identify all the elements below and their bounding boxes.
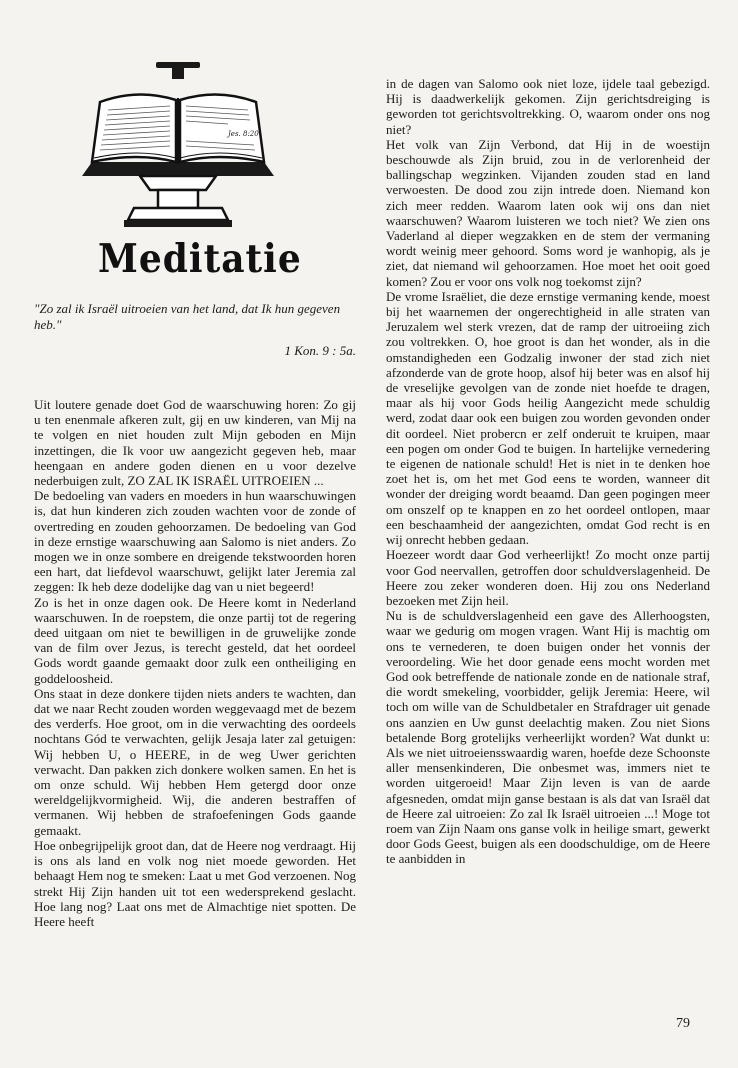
page-number: 79 (676, 1016, 690, 1031)
right-column (386, 76, 710, 867)
paragraph: De bedoeling van vaders en moeders in hun waarschuwingen is, dat hun kinderen zich zouden wachten voor de zonde of overtreding en zouden gehoorzamen. De bedoeling van God in deze ernstige waarschuwing aan Salomo is niet anders. Zo mogen we in onze sombere en dreigende tekstwoorden horen een hart, dat liefdevol waarschuwt, gelijkt later Jeremia zal zeggen: Ik heb deze dodelijke dag van u niet begeerd! (34, 488, 356, 595)
paragraph: Nu is de schuldverslagenheid een gave des Allerhoogsten, waar we gedurig om mogen vragen. Want Hij is machtig om ons te vernederen, te doen buigen onder het vonnis der veroordeling. Wie het door genade eens mocht worden met God ook betreffende de nationale zonde en de nationale straf, die wordt smekeling, voorbidder, gelijk Jeremia: Heere, wil toch om wille van de Schuldbetaler en Strafdrager uit genade ons aanzien en Uw gunst deelachtig maken. Zou niet Sions betalende Borg grotelijks verheerlijkt worden? Wat dunkt u: Als we niet uitroeiensswaardig waren, hoefde deze Schoonste aller mensenkinderen, Die onbesmet was, immers niet te worden uitgeroeid! Maar Zijn leven is van de aarde afgesneden, omdat mijn ganse bestaan is als dat van Israël dat de Heere zal uitroeien: Zo zal Ik Israël uitroeien ...! Moge tot roem van Zijn Naam ons ganse volk in heilige smart, gewerkt door Gods Geest, buigen als een doodschuldige, om de Heere te aanbidden in (386, 608, 710, 867)
masthead-title: Meditatie (98, 235, 302, 283)
paragraph: in de dagen van Salomo ook niet loze, ijdele taal gebezigd. Hij is daadwerkelijk gekomen. Zijn gerichtsdreiging is geworden tot gerichtsvoltrekking. O, waarom onder ons nog niet? (386, 76, 710, 137)
paragraph: Het volk van Zijn Verbond, dat Hij in de woestijn beschouwde als Zijn bruid, zou in de verlorenheid der ballingschap wegzinken. Vijanden zouden stad en land verwoesten. De dood zou zijn intrede doen. Niemand kon zich meer redden. Waarom laten ook wij ons dan niet waarschuwen? Waarom luisteren we toch niet? We zien ons Vaderland al dieper wegzakken en de stem der vermaning wordt weinig meer gehoord. Soms word je wanhopig, als je ziet, dat niemand wil gehoorzamen. Hoe moet het ooit goed komen? Zou er voor ons volk nog toekomst zijn? (386, 136, 710, 289)
paragraph: Zo is het in onze dagen ook. De Heere komt in Nederland waarschuwen. In de roepstem, die onze partij tot de regering deed uitgaan om niet te bewilligen in de gruwelijke zonde van de film over Jezus, is terecht gesteld, dat het oordeel Gods wordt gaande gemaakt door zulk een ontheiliging en goddeloosheid. (34, 594, 356, 686)
right-body-text (386, 76, 710, 867)
paragraph: Hoe onbegrijpelijk groot dan, dat de Heere nog verdraagt. Hij is ons als land en volk nog niet moede geworden. Het behaagt Hem nog te smeken: Laat u met God verzoenen. Nog strekt Hij Zijn handen uit tot een wedersprekend geslacht. Hoe lang nog? Laat ons met de Almachtige niet spotten. De Heere heeft (34, 837, 356, 929)
open-bible-on-lectern-icon (78, 58, 278, 233)
left-body-text (34, 397, 356, 929)
scripture-reference: 1 Kon. 9 : 5a. (284, 343, 356, 358)
book-inscription: Jes. 8:20 (228, 130, 259, 138)
paragraph: Uit loutere genade doet God de waarschuwing horen: Zo gij u ten enenmale afkeren zult, gij en uw kinderen, van Mij na te volgen en niet houden zult Mijn geboden en Mijn inzettingen, die Ik voor uw aangezicht gegeven heb, maar heengaan en andere goden dienen en u voor dezelve nederbuigen zult, ZO ZAL IK ISRAËL UITROEIEN ... (34, 397, 356, 489)
paragraph: Hoezeer wordt daar God verheerlijkt! Zo mocht onze partij voor God neervallen, getroffen door schuldverslagenheid. De Heere zou zeker wonderen doen. Hij zou ons Nederland bezoeken met Zijn heil. (386, 547, 710, 608)
paragraph: Ons staat in deze donkere tijden niets anders te wachten, dan dat we naar Recht zouden worden weggevaagd met de bezem des verderfs. Hoe groot, om in die verwachting des oordeels nochtans Gód te verwachten, gelijk Jesaja later zal getuigen: Wij hebben U, o HEERE, in de weg Uwer gerichten verwacht. Dan pakken zich donkere wolken samen. En het is om onze schuld. Wij hebben Hem getergd door onze wereldgelijkvormigheid. Wij, die anderen bestraffen of vermanen. Wij hebben de strafoefeningen Gods gaande gemaakt. (34, 685, 356, 838)
paragraph: De vrome Israëliet, die deze ernstige vermaning kende, moest bij het waarnemen der ongerechtigheid in alle straten van Jeruzalem wel sterk vrezen, dat de ramp der uitroeiing zich zou voltrekken. O, hoe groot is dan het wonder, als in die omstandigheden een Godzalig inwoner der stad zich niet afzonderde van de grote hoop, alsof hij beter was en alsof hij de vreselijke gevolgen van de zonde niet hoefde te dragen, maar als hij voor Gods heilig Aangezicht mede schuldig werd, zodat daar ook een buigen zou worden gevonden onder dit oordeel. Niet probercn er zelf onderuit te kruipen, maar een pogen om onder God te buigen. In hartelijke vernedering te eigenen de nationale schuld! Het is niet in te denken hoe zoet het is, om het met God eens te worden, wanneer dit wonder der dreiging wordt beaamd. Dan geen pogingen meer om onszelf op te knappen en zo het oordeel ontlopen, maar een beschaamheid der aangezichten, omdat God recht is en wij onrecht hebben gedaan. (386, 288, 710, 548)
left-column (34, 58, 356, 929)
scripture-quote: "Zo zal ik Israël uitroeien van het land, dat Ik hun gegeven heb." (34, 301, 341, 332)
